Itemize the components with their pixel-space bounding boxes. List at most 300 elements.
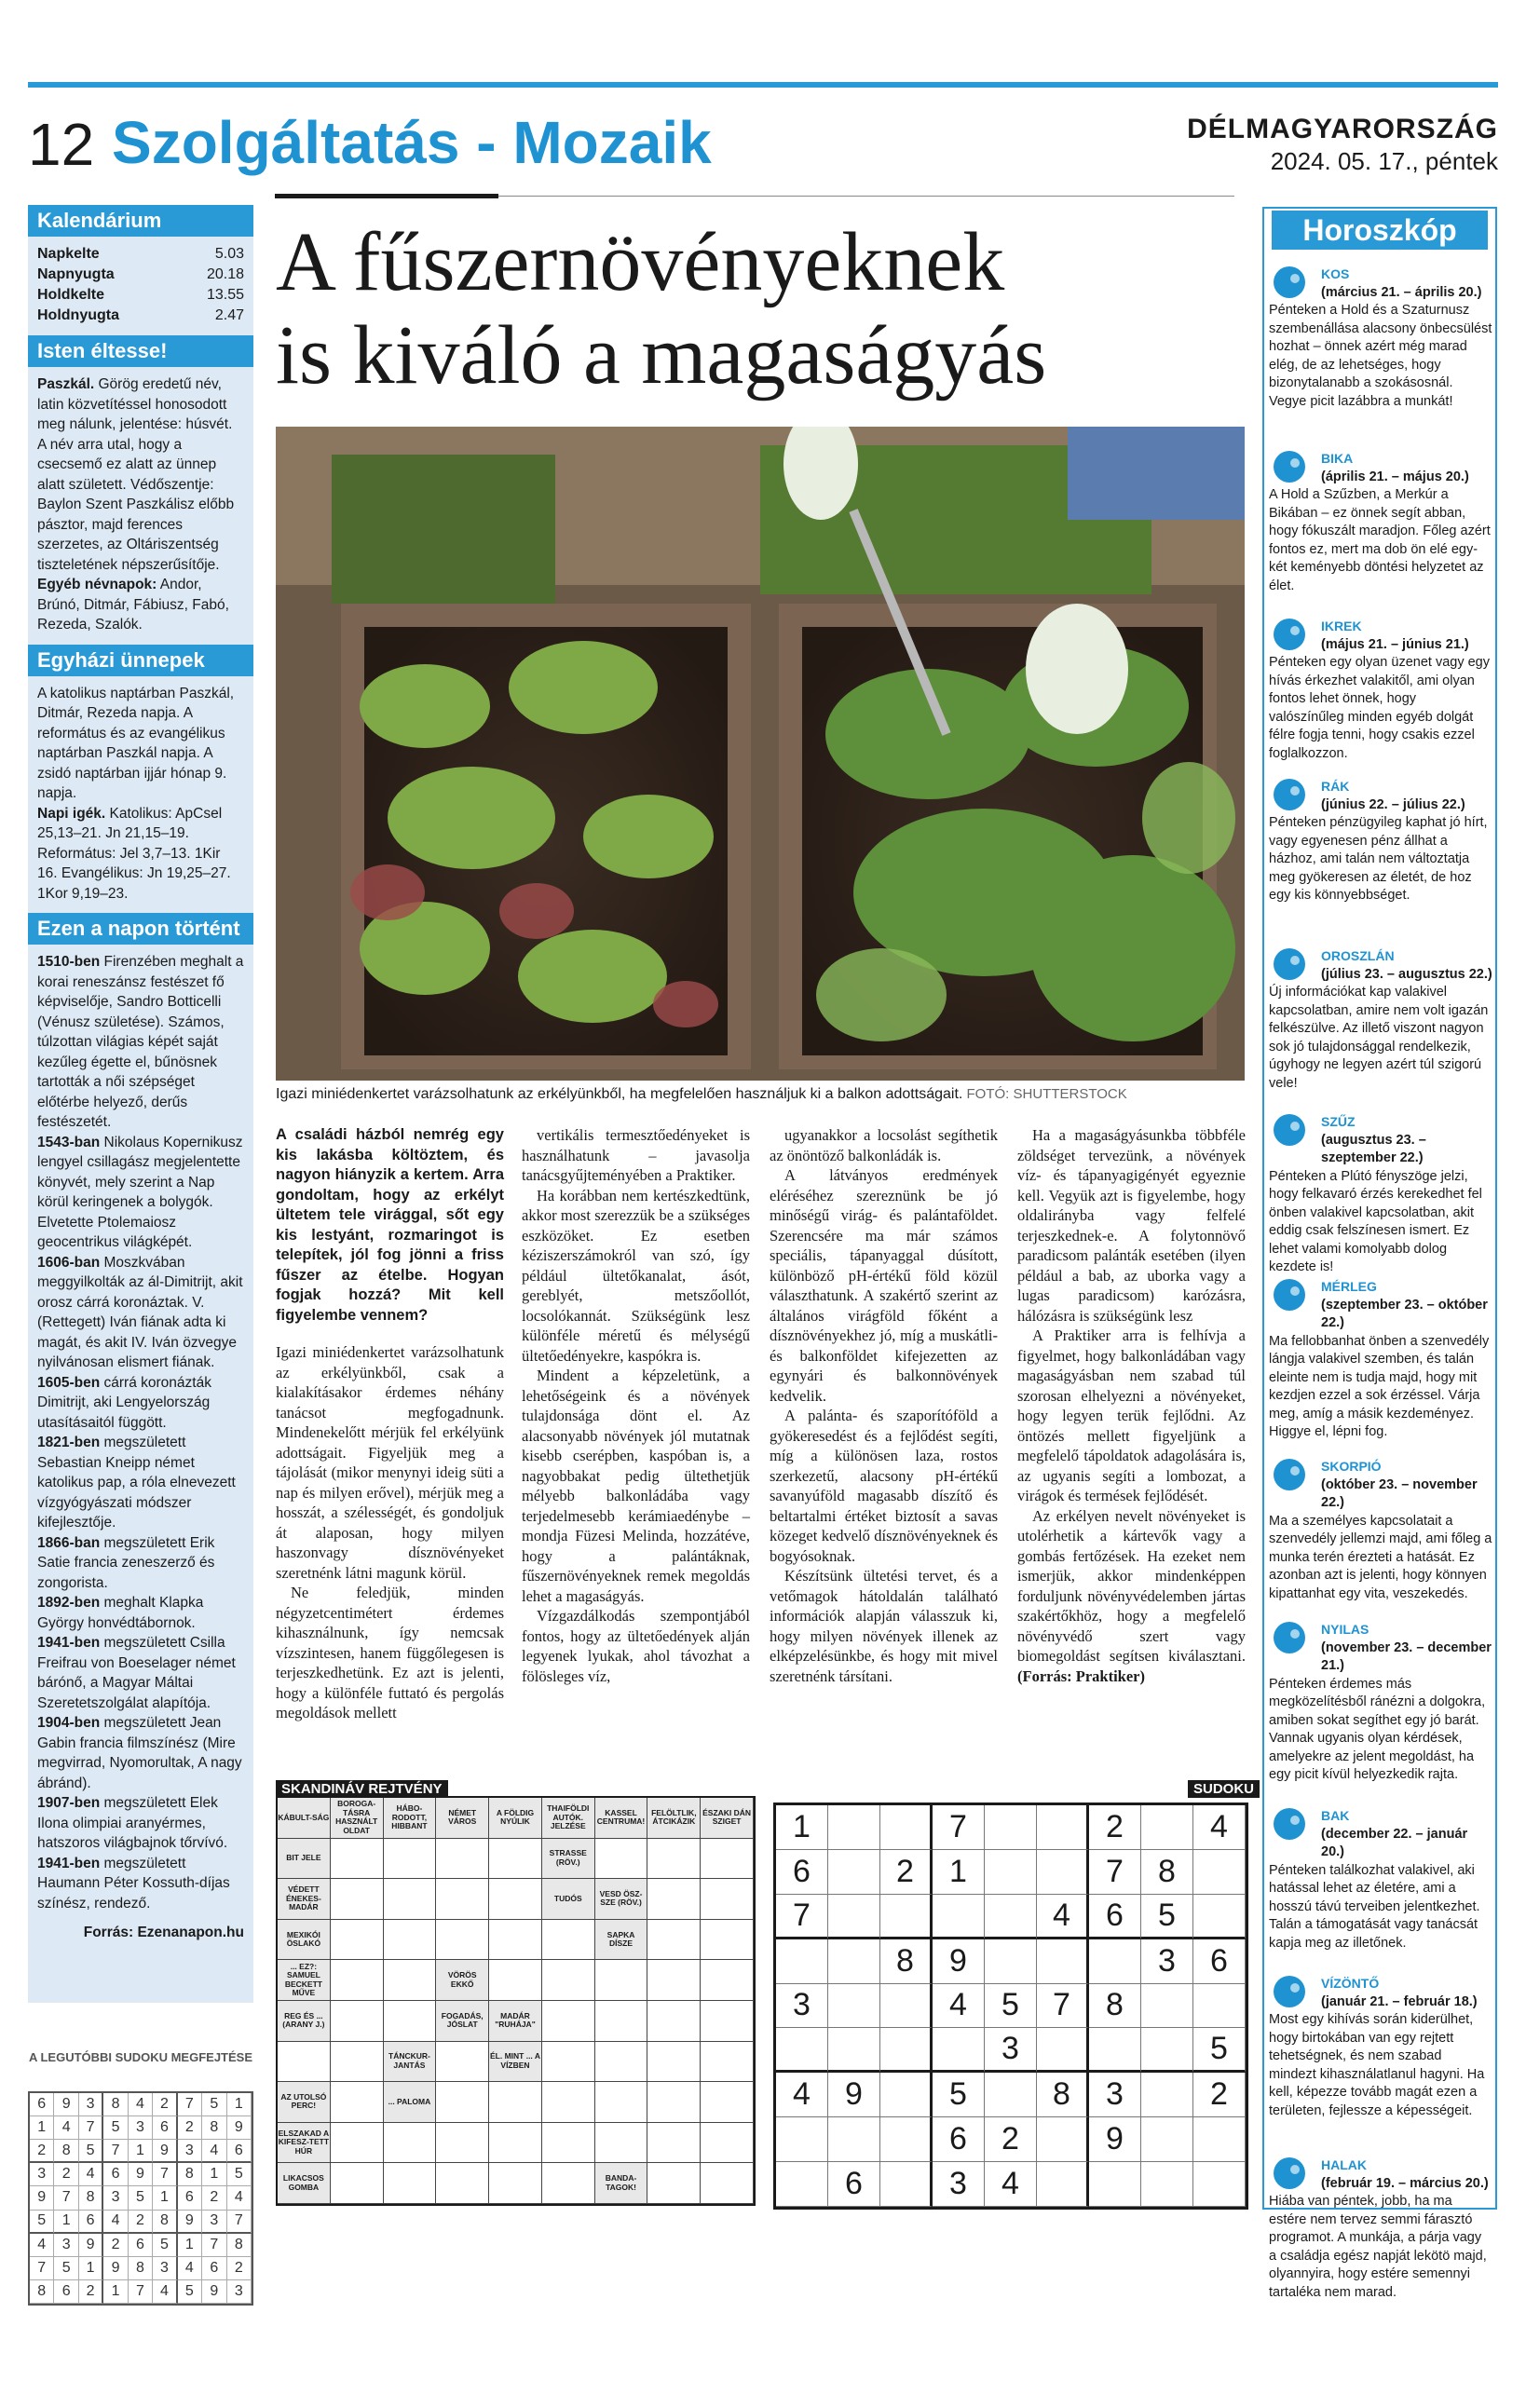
horoscope-sign [1269, 618, 1492, 763]
sign-text: Pénteken a Hold és a Szaturnusz szembenállása alacsony önbecsülést hozhat – önnek azért még marad elég, de az lehetséges, hogy bizonytalanabb a szokásosnál. Vegye picit lazábbra a munkát! [1269, 303, 1492, 409]
crossword-cell[interactable] [384, 2001, 437, 2042]
crossword-cell[interactable] [701, 1920, 754, 1961]
crossword-cell[interactable] [384, 2163, 437, 2204]
horoscope-sign [1269, 1621, 1492, 1785]
sudoku-cell[interactable] [1089, 2028, 1141, 2073]
crossword-cell[interactable] [331, 2123, 384, 2164]
article-paragraph: Mindent a képzeletünk, a lehetőségeink és a növények tulajdonsága dönt el. Az alacsonyabb növények jól mutatnak kisebb cserépben, kaspóban is, a nagyobbakat pedig ültethetjük mélyebb balkonládába vagy terjedelmesebb kerámiaedénybe – mondja Füzesi Melinda, hozzátéve, hogy a palántáknak, fűszernövényeknek remek megoldás lehet a magaságyás. [522, 1367, 750, 1605]
mini-sudoku-cell: 7 [227, 2211, 252, 2234]
sign-text: Pénteken pénzügyileg kaphat jó hírt, vagy egyenesen pénz állhat a házhoz, ami talán nem változtatja meg gyökeresen az életét, de hoz egy kis könnyebbséget. [1269, 815, 1488, 903]
sudoku-cell[interactable] [828, 1850, 880, 1895]
horoscope-sign [1269, 947, 1492, 1093]
sudoku-cell: 3 [776, 1984, 828, 2029]
crossword-cell[interactable] [701, 2123, 754, 2164]
sudoku-cell[interactable] [1193, 1895, 1246, 1939]
crossword-cell[interactable] [489, 2123, 542, 2164]
article-paragraph: A palánta- és szaporítóföld a gyökeresedést és a fejlődést segíti, míg a különösen laza, rostos szerkezetű, alacsony pH-értékű savanyúföld magasabb díszítő és beltartalmi értéket biztosít a savas közeget kedvelő dísznövényeknek és bogyósoknak. [770, 1407, 998, 1565]
mini-sudoku-cell: 5 [103, 2116, 128, 2140]
sudoku-cell[interactable] [828, 1805, 880, 1850]
crossword-cell[interactable] [542, 2082, 595, 2123]
crossword-cell[interactable] [278, 2042, 331, 2083]
mini-sudoku-cell: 2 [79, 2280, 103, 2304]
article-paragraph: ugyanakkor a locsolást segíthetik az önöntöző balkonládák is. [770, 1126, 998, 1164]
mini-sudoku-cell: 3 [153, 2257, 177, 2280]
crossword-clue: KÁBULT-SÁG [278, 1798, 331, 1839]
history-item [37, 1253, 244, 1373]
crossword-cell[interactable] [436, 1839, 489, 1880]
garden-illustration [276, 427, 1245, 1081]
sudoku-cell: 4 [776, 2073, 828, 2117]
mini-sudoku-cell: 2 [202, 2186, 226, 2210]
crossword-cell[interactable] [436, 1879, 489, 1920]
crossword-cell[interactable] [384, 1960, 437, 2001]
mini-sudoku-cell: 9 [54, 2093, 78, 2116]
sign-name: OROSZLÁN [1321, 948, 1395, 963]
sudoku-cell[interactable] [1193, 1984, 1246, 2029]
mini-sudoku-cell: 7 [153, 2163, 177, 2186]
sudoku-cell[interactable] [985, 1805, 1037, 1850]
sudoku-cell[interactable] [1141, 1805, 1193, 1850]
article-paragraph: Ha a magaságyásunkba többféle zöldséget tervezünk, a növények víz- és tápanyagigényét egyeznie kell. Vegyük azt is figyelembe, hogy oldalirányba vagy felfelé terjeszkednek-e. A folytonnövő paradicsom palánták esetében (ilyen például a bab, az uborka vagy a lugas paradicsom) karózásra, hálózásra is szükségünk lesz [1017, 1126, 1246, 1325]
egyhazi-text [28, 684, 253, 914]
history-year: 1510-ben [37, 954, 101, 970]
mini-sudoku-cell: 1 [202, 2163, 226, 2186]
mini-sudoku-cell: 5 [79, 2140, 103, 2163]
article-paragraph: Az erkélyen nevelt növényeket is utolérhetik a kártevők vagy a gombás fertőzések. Ha ezeket nem ismerjük, akkor mindenképpen forduljunk növényvédelemben jártas szakértőkhöz, hogy a megfelelő növényvédő szert vagy biomegoldást segítsen kiválasztani. (Forrás: Praktiker) [1017, 1506, 1246, 1685]
garden-photo [276, 427, 1245, 1081]
crossword-cell[interactable] [384, 1920, 437, 1961]
crossword-cell[interactable] [701, 1960, 754, 2001]
sudoku-cell[interactable] [933, 2028, 985, 2073]
mini-sudoku-cell: 5 [178, 2280, 202, 2304]
sudoku-cell[interactable] [1037, 1805, 1089, 1850]
mini-sudoku-cell: 1 [129, 2140, 153, 2163]
headline-line-1: A fűszernövényeknek [276, 216, 1005, 308]
history-item [37, 1373, 244, 1434]
mini-sudoku-cell: 4 [54, 2116, 78, 2140]
history-text: cárrá koronázták Dimitrijt, aki Lengyelország utasításaitól függött. [37, 1374, 211, 1431]
crossword-cell[interactable] [542, 2163, 595, 2204]
sign-dates: (január 21. – február 18.) [1321, 1993, 1478, 2009]
mini-sudoku-cell: 4 [227, 2186, 252, 2210]
sudoku-cell[interactable] [776, 2117, 828, 2162]
crossword-cell[interactable] [542, 1920, 595, 1961]
article-source: (Forrás: Praktiker) [1017, 1667, 1145, 1685]
horoscope-sign [1269, 1278, 1492, 1442]
egyhazi-section [28, 645, 253, 914]
sign-dates: (november 23. – december 21.) [1321, 1639, 1492, 1673]
crossword-cell[interactable] [542, 2123, 595, 2164]
article-paragraph: Ne feledjük, minden négyzetcentimétert érdemes kihasználnunk, így nemcsak vízszintesen, hanem függőlegesen is terjeszkedhetünk. Ez azt is jelenti, hogy a különféle futtató és pergolás megoldások mellett [276, 1584, 504, 1721]
sudoku-cell[interactable] [1141, 2117, 1193, 2162]
sudoku-cell: 5 [1141, 1895, 1193, 1939]
mini-sudoku-cell: 9 [153, 2140, 177, 2163]
zodiac-icon [1269, 1113, 1314, 1147]
sudoku-cell[interactable] [1193, 1850, 1246, 1895]
crossword-cell[interactable] [595, 2042, 648, 2083]
crossword-cell[interactable] [647, 2001, 701, 2042]
mini-sudoku-cell: 6 [227, 2140, 252, 2163]
crossword-clue: ELSZAKAD A KIFESZ-TETT HÚR [278, 2123, 331, 2164]
crossword-clue: VESD ÖSZ-SZE (RÖV.) [595, 1879, 648, 1920]
mini-sudoku-cell: 4 [153, 2280, 177, 2304]
zodiac-icon [1269, 1807, 1314, 1841]
sudoku-cell[interactable] [1193, 2117, 1246, 2162]
sudoku-cell[interactable] [1037, 2162, 1089, 2207]
mini-sudoku-cell: 7 [178, 2093, 202, 2116]
sign-name: SKORPIÓ [1321, 1459, 1382, 1474]
history-text: Moszkvában meggyilkolták az ál-Dimitrijt, akit orosz cárrá koronáztak. V. (Rettegett) Iván fiának adta ki magát, és akit IV. Iván özvegye nyilvánosan elismert fiának. [37, 1254, 243, 1370]
mini-sudoku-cell: 8 [202, 2116, 226, 2140]
ezen-section [28, 913, 253, 1952]
sudoku-cell: 2 [1089, 1805, 1141, 1850]
sudoku-cell: 6 [828, 2162, 880, 2207]
sign-name: BAK [1321, 1808, 1350, 1823]
mini-sudoku-cell: 2 [178, 2116, 202, 2140]
sign-dates: (május 21. – június 21.) [1321, 636, 1469, 652]
history-item [37, 1133, 244, 1253]
mini-sudoku-cell: 7 [202, 2234, 226, 2257]
article-column-1 [276, 1125, 504, 1723]
crossword-cell[interactable] [331, 1839, 384, 1880]
mini-sudoku-cell: 9 [103, 2257, 128, 2280]
mini-sudoku-cell: 5 [227, 2163, 252, 2186]
mini-sudoku-cell: 6 [153, 2116, 177, 2140]
history-year: 1892-ben [37, 1595, 101, 1611]
sudoku-cell[interactable] [880, 2028, 933, 2073]
crossword-cell[interactable] [331, 1960, 384, 2001]
crossword-cell[interactable] [331, 2042, 384, 2083]
sudoku-cell: 9 [933, 1939, 985, 1984]
mini-sudoku-cell: 8 [227, 2234, 252, 2257]
sudoku-cell[interactable] [1037, 2028, 1089, 2073]
crossword-cell[interactable] [647, 1839, 701, 1880]
crossword-clue: ÉL. MINT ... A VÍZBEN [489, 2042, 542, 2083]
crossword-cell[interactable] [701, 2082, 754, 2123]
sudoku-cell[interactable] [1141, 2162, 1193, 2207]
sign-dates: (augusztus 23. – szeptember 22.) [1321, 1132, 1426, 1165]
crossword-cell[interactable] [595, 1839, 648, 1880]
crossword-cell[interactable] [489, 1920, 542, 1961]
kalendarium-label: Holdkelte [37, 287, 105, 303]
caption-text: Igazi miniédenkertet varázsolhatunk az erkélyünkből, ha megfelelően használjuk ki a balkon adottságait. [276, 1086, 963, 1102]
mini-sudoku-cell: 4 [103, 2211, 128, 2234]
sudoku-cell[interactable] [1089, 2162, 1141, 2207]
mini-sudoku-cell: 6 [129, 2234, 153, 2257]
kalendarium-value: 5.03 [214, 246, 244, 262]
crossword-cell[interactable] [647, 2042, 701, 2083]
egyhazi-igek-label: Napi igék. [37, 805, 106, 822]
mini-sudoku-solution [28, 2091, 253, 2306]
sudoku-cell: 8 [1141, 1850, 1193, 1895]
history-year: 1543-ban [37, 1134, 101, 1150]
sudoku-cell: 2 [1193, 2073, 1246, 2117]
sudoku-cell[interactable] [985, 1939, 1037, 1984]
ezen-list [28, 952, 253, 1923]
crossword-cell[interactable] [647, 2082, 701, 2123]
crossword-cell[interactable] [489, 2163, 542, 2204]
crossword-cell[interactable] [595, 2123, 648, 2164]
crossword-clue: AZ UTOLSÓ PERC! [278, 2082, 331, 2123]
mini-sudoku-cell: 4 [178, 2257, 202, 2280]
sudoku-cell: 7 [933, 1805, 985, 1850]
sudoku-cell[interactable] [1141, 1984, 1193, 2029]
mini-sudoku-cell: 4 [129, 2093, 153, 2116]
crossword-cell[interactable] [542, 1960, 595, 2001]
sudoku-cell[interactable] [828, 1984, 880, 2029]
crossword-cell[interactable] [331, 2001, 384, 2042]
crossword-cell[interactable] [331, 1920, 384, 1961]
history-text: megszületett Jean Gabin francia filmszínész (Mire megvirrad, Nyomorultak, A nagy ábránd). [37, 1715, 242, 1791]
mini-sudoku-cell: 9 [30, 2186, 54, 2210]
sign-text: Ma a személyes kapcsolatait a szenvedély jellemzi majd, ami főleg a munka terén érezteti a hatását. Ez azonban azt is jelenti, hogy könnyen kipattanhat egy vita, veszekedés. [1269, 1513, 1492, 1601]
article-paragraph: Igazi miniédenkertet varázsolhatunk az erkélyünkből, csak a kialakításakor érdemes néhány tanácsot megfogadnunk. Mindenekelőtt mérjük fel erkélyünk adottságait. Figyeljük meg a tájolását (mikor menynyi ideig süti a nap és milyen erővel), mérjük meg a hosszát, a szélességét, és gondoljuk át alaposan, hogy milyen haszonvagy dísznövényeket szeretnénk látni magunk körül. [276, 1343, 504, 1582]
crossword-clue: ... EZ?: SAMUEL BECKETT MŰVE [278, 1960, 331, 2001]
sign-dates: (július 23. – augusztus 22.) [1321, 966, 1492, 982]
article-paragraph: Vízgazdálkodás szempontjából fontos, hogy az ültetőedények alján legyenek lyukak, ahol távozhat a fölösleges víz, [522, 1607, 750, 1685]
crossword-cell[interactable] [331, 2082, 384, 2123]
mini-sudoku-cell: 8 [178, 2163, 202, 2186]
mini-sudoku-cell: 1 [79, 2257, 103, 2280]
sudoku-cell[interactable] [776, 2028, 828, 2073]
crossword-cell[interactable] [489, 1879, 542, 1920]
sudoku-cell: 4 [1037, 1895, 1089, 1939]
mini-sudoku-cell: 3 [178, 2140, 202, 2163]
mini-sudoku-cell: 1 [227, 2093, 252, 2116]
sudoku-cell: 2 [880, 1850, 933, 1895]
mini-sudoku-cell: 6 [54, 2280, 78, 2304]
horoscope-sign [1269, 1458, 1492, 1603]
kalendarium-rows [28, 244, 253, 335]
crossword-cell[interactable] [647, 1960, 701, 2001]
sudoku-cell: 5 [1193, 2028, 1246, 2073]
sudoku-cell[interactable] [1037, 2117, 1089, 2162]
zodiac-icon [1269, 778, 1314, 811]
sudoku-cell[interactable] [985, 1850, 1037, 1895]
history-text: meghalt Klapka György honvédtábornok. [37, 1595, 204, 1631]
egyhazi-body: A katolikus naptárban Paszkál, Ditmár, Rezeda napja. A református és az evangélikus naptárban Paszkál napja. A zsidó naptárban ijjár hónap 9. napja. [37, 685, 235, 801]
zodiac-icon [1269, 1975, 1314, 2008]
sudoku-cell: 6 [933, 2117, 985, 2162]
article-paragraph: vertikális termesztőedényeket is használhatunk – javasolja tanácsgyűjteményében a Praktiker. [522, 1126, 750, 1184]
newspaper-brand: DÉLMAGYARORSZÁG [1187, 114, 1498, 144]
crossword-cell[interactable] [436, 1920, 489, 1961]
mini-sudoku-cell: 5 [129, 2186, 153, 2210]
crossword-cell[interactable] [331, 2163, 384, 2204]
crossword-cell[interactable] [647, 1879, 701, 1920]
sign-text: Pénteken érdemes más megközelítésből ránézni a dolgokra, amiben sokat segíthet egy jó barát. Vannak ugyanis olyan kérdések, amelyekre az jelent megoldást, ha egy picit kívül helyezkedik rajta. [1269, 1676, 1486, 1782]
crossword-clue: A FÖLDIG NYÚLIK [489, 1798, 542, 1839]
zodiac-icon [1269, 1278, 1314, 1312]
kalendarium-row [37, 265, 244, 285]
crossword-cell[interactable] [647, 2123, 701, 2164]
crossword-cell[interactable] [647, 1920, 701, 1961]
history-item [37, 1854, 244, 1914]
kalendarium-label: Holdnyugta [37, 307, 119, 323]
history-item [37, 952, 244, 1133]
horoscope-sign [1269, 778, 1492, 905]
sudoku-cell[interactable] [1193, 2162, 1246, 2207]
mini-sudoku-cell: 7 [103, 2140, 128, 2163]
sudoku-cell[interactable] [1089, 1939, 1141, 1984]
sign-text: A Hold a Szűzben, a Merkúr a Bikában – ez önnek segít abban, hogy fókuszált maradjon. Főleg azért fontos ez, mert ma dob ön elé egy-két keményebb döntési helyzetet az élet. [1269, 487, 1491, 593]
kalendarium-row [37, 285, 244, 306]
zodiac-icon [1269, 1458, 1314, 1491]
article-lead: A családi házból nemrég egy kis lakásba költöztem, és nagyon hiányzik a kertem. Arra gondoltam, hogy az erkélyt ültetem tele virággal, sőt egy kis lestyánt, rozmaringot is telepítek, jól fog jönni a friss fűszer az ételbe. Hogyan fogjak hozzá? Mit kell figyelembe vennem? [276, 1126, 504, 1324]
mini-sudoku-cell: 9 [129, 2163, 153, 2186]
isten-section [28, 335, 253, 645]
sudoku-cell: 8 [1037, 2073, 1089, 2117]
sign-text: Pénteken a Plútó fényszöge jelzi, hogy felkavaró érzés kerekedhet fel önben valakivel kapcsolatban, akit eddig csak felszínesen ismert. Ez lehet valami komolyabb dolog kezdete is! [1269, 1168, 1482, 1274]
crossword-cell[interactable] [489, 1839, 542, 1880]
crossword-clue: LIKACSOS GOMBA [278, 2163, 331, 2204]
mini-sudoku-cell: 2 [103, 2234, 128, 2257]
mini-sudoku-cell: 5 [54, 2257, 78, 2280]
sudoku-cell[interactable] [1141, 2028, 1193, 2073]
history-year: 1821-ben [37, 1435, 101, 1450]
history-text: megszületett Haumann Péter Kossuth-díjas színész, rendező. [37, 1855, 230, 1911]
mini-sudoku-cell: 7 [129, 2280, 153, 2304]
crossword-cell[interactable] [331, 1879, 384, 1920]
article-headline [276, 216, 1245, 402]
mini-sudoku-cell: 2 [30, 2140, 54, 2163]
mini-sudoku-cell: 4 [30, 2234, 54, 2257]
sudoku-cell[interactable] [985, 1895, 1037, 1939]
horoscope-title: Horoszkóp [1272, 211, 1488, 250]
mini-sudoku-cell: 3 [30, 2163, 54, 2186]
crossword-cell[interactable] [701, 1839, 754, 1880]
sudoku-cell: 4 [1193, 1805, 1246, 1850]
isten-other-label: Egyéb névnapok: [37, 577, 157, 592]
egyhazi-igek: Katolikus: ApCsel 25,13–21. Jn 21,15–19. Református: Jel 3,7–13. 1Kir 16. Evangélikus: Jn 19,25–27. 1Kor 9,19–23. [37, 805, 231, 902]
sign-text: Ma fellobbanhat önben a szenvedély lángja valakivel szemben, és talán eleinte nem is tudja majd, hogy mit kezdjen ezzel a sok érzéssel. Várja meg, amíg a másik kezdeményez. Higgye el, lépni fog. [1269, 1333, 1490, 1439]
sudoku-cell: 5 [985, 1984, 1037, 2029]
egyhazi-title: Egyházi ünnepek [28, 645, 253, 676]
sudoku-cell[interactable] [1037, 1850, 1089, 1895]
crossword-cell[interactable] [384, 1839, 437, 1880]
crossword-clue: STRASSE (RÖV.) [542, 1839, 595, 1880]
crossword-cell[interactable] [436, 2082, 489, 2123]
crossword-cell[interactable] [595, 2001, 648, 2042]
kalendarium-title: Kalendárium [28, 205, 253, 237]
sudoku-cell[interactable] [880, 2162, 933, 2207]
sudoku-cell[interactable] [880, 2073, 933, 2117]
sign-dates: (február 19. – március 20.) [1321, 2175, 1489, 2191]
sudoku-cell[interactable] [880, 1895, 933, 1939]
crossword-cell[interactable] [436, 2042, 489, 2083]
crossword-clue: KASSEL CENTRUMA! [595, 1798, 648, 1839]
sudoku-cell[interactable] [880, 2117, 933, 2162]
crossword-cell[interactable] [701, 1879, 754, 1920]
crossword-cell[interactable] [701, 2042, 754, 2083]
mini-sudoku-cell: 2 [227, 2257, 252, 2280]
zodiac-icon [1269, 450, 1314, 483]
mini-sudoku-cell: 6 [79, 2211, 103, 2234]
sudoku-cell[interactable] [880, 1805, 933, 1850]
sudoku-cell[interactable] [933, 1895, 985, 1939]
sudoku-cell[interactable] [985, 2073, 1037, 2117]
header-rule-accent [275, 194, 498, 198]
history-year: 1941-ben [37, 1855, 101, 1871]
isten-body: Görög eredetű név, latin közvetítéssel honosodott meg nálunk, jelentése: húsvét. A név arra utal, hogy a csecsemő ez alatt az ünnep alatt született. Védőszentje: Baylon Szent Paszkálisz előbb pásztor, majd ferences szerzetes, az Oltáriszentség tiszteletének népszerűsítője. [37, 376, 235, 573]
sign-name: RÁK [1321, 779, 1350, 794]
history-item [37, 1533, 244, 1594]
sign-name: HALAK [1321, 2157, 1367, 2172]
article-paragraph: A Praktiker arra is felhívja a figyelmet, hogy balkonládában vagy magaságyásban nem szabad túl szorosan elhelyezni a növényeket, hogy legyen terük fejlődni. Az öntözés mellett figyeljünk a megfelelő tápoldatok adagolására is, az ugyanis segíti a lombozat, a virágok és termések fejlődését. [1017, 1326, 1246, 1504]
sudoku-cell[interactable] [828, 2117, 880, 2162]
ezen-title: Ezen a napon történt [28, 913, 253, 945]
sudoku-title: SUDOKU [1188, 1780, 1260, 1798]
kalendarium-value: 13.55 [206, 287, 244, 303]
mini-sudoku-cell: 8 [153, 2211, 177, 2234]
sudoku-cell[interactable] [1037, 1939, 1089, 1984]
crossword-cell[interactable] [436, 2163, 489, 2204]
crossword-cell[interactable] [595, 1960, 648, 2001]
sudoku-cell[interactable] [828, 2028, 880, 2073]
crossword-cell[interactable] [542, 2042, 595, 2083]
mini-sudoku-cell: 3 [129, 2116, 153, 2140]
photo-credit: FOTÓ: SHUTTERSTOCK [962, 1086, 1127, 1102]
sudoku-cell[interactable] [776, 2162, 828, 2207]
mini-sudoku-cell: 1 [54, 2211, 78, 2234]
mini-sudoku-cell: 4 [202, 2140, 226, 2163]
mini-sudoku-cell: 5 [153, 2234, 177, 2257]
sudoku-cell[interactable] [1141, 2073, 1193, 2117]
sign-dates: (április 21. – május 20.) [1321, 469, 1469, 484]
crossword-clue: ÉSZAKI DÁN SZIGET [701, 1798, 754, 1839]
article-column-3 [770, 1125, 998, 1686]
sudoku-cell: 1 [933, 1850, 985, 1895]
isten-text [28, 374, 253, 645]
crossword-cell[interactable] [701, 2163, 754, 2204]
crossword-cell[interactable] [384, 2123, 437, 2164]
sudoku-cell[interactable] [776, 1939, 828, 1984]
crossword-clue: VÖRÖS EKKŐ [436, 1960, 489, 2001]
sudoku-cell: 6 [1089, 1895, 1141, 1939]
history-year: 1941-ben [37, 1635, 101, 1651]
mini-sudoku-cell: 7 [79, 2116, 103, 2140]
crossword-cell[interactable] [647, 2163, 701, 2204]
isten-title: Isten éltesse! [28, 335, 253, 367]
article-paragraph: A látványos eredmények eléréséhez szereznünk be jó minőségű virág- és palántaföldet. Szerencsére ma már számos speciális, tápanyaggal dúsított, különböző pH-értékű föld közül választhatunk. A szakértő szerint az általános virágföld főként a dísznövényekhez jó, míg a muskátli- és balkonföldet kifejezetten az egynyári és balkonnövények kedvelik. [770, 1166, 998, 1405]
sign-text: Hiába van péntek, jobb, ha ma estére nem tervez semmi fárasztó programot. A munkája, a párja vagy a családja egész napját lekötö majd, olyannyira, hogy estére semennyi tartaléka nem marad. [1269, 2194, 1487, 2300]
mini-sudoku-cell: 4 [79, 2163, 103, 2186]
mini-sudoku-cell: 6 [30, 2093, 54, 2116]
crossword-clue: REG ÉS ... (ARANY J.) [278, 2001, 331, 2042]
article-column-2 [522, 1125, 750, 1686]
crossword-cell[interactable] [701, 2001, 754, 2042]
history-text: megszületett Elek Ilona olimpiai aranyérmes, hatszoros világbajnok tőrvívó. [37, 1795, 228, 1851]
sudoku-cell[interactable] [880, 1984, 933, 2029]
history-item [37, 1593, 244, 1633]
horoscope-sign [1269, 2156, 1492, 2302]
crossword-clue: HÁBO-RODOTT, HIBBANT [384, 1798, 437, 1839]
sudoku-cell[interactable] [828, 1895, 880, 1939]
crossword-cell[interactable] [489, 1960, 542, 2001]
mini-sudoku-cell: 6 [178, 2186, 202, 2210]
crossword-cell[interactable] [384, 1879, 437, 1920]
horoscope-sign [1269, 1807, 1492, 1952]
section-title: Szolgáltatás - Mozaik [112, 109, 712, 176]
mini-sudoku-cell: 5 [30, 2211, 54, 2234]
mini-sudoku-cell: 3 [202, 2211, 226, 2234]
mini-sudoku-cell: 3 [103, 2186, 128, 2210]
crossword-cell[interactable] [542, 2001, 595, 2042]
sudoku-cell[interactable] [828, 1939, 880, 1984]
crossword-cell[interactable] [489, 2082, 542, 2123]
crossword-cell[interactable] [436, 2123, 489, 2164]
crossword-cell[interactable] [595, 2082, 648, 2123]
